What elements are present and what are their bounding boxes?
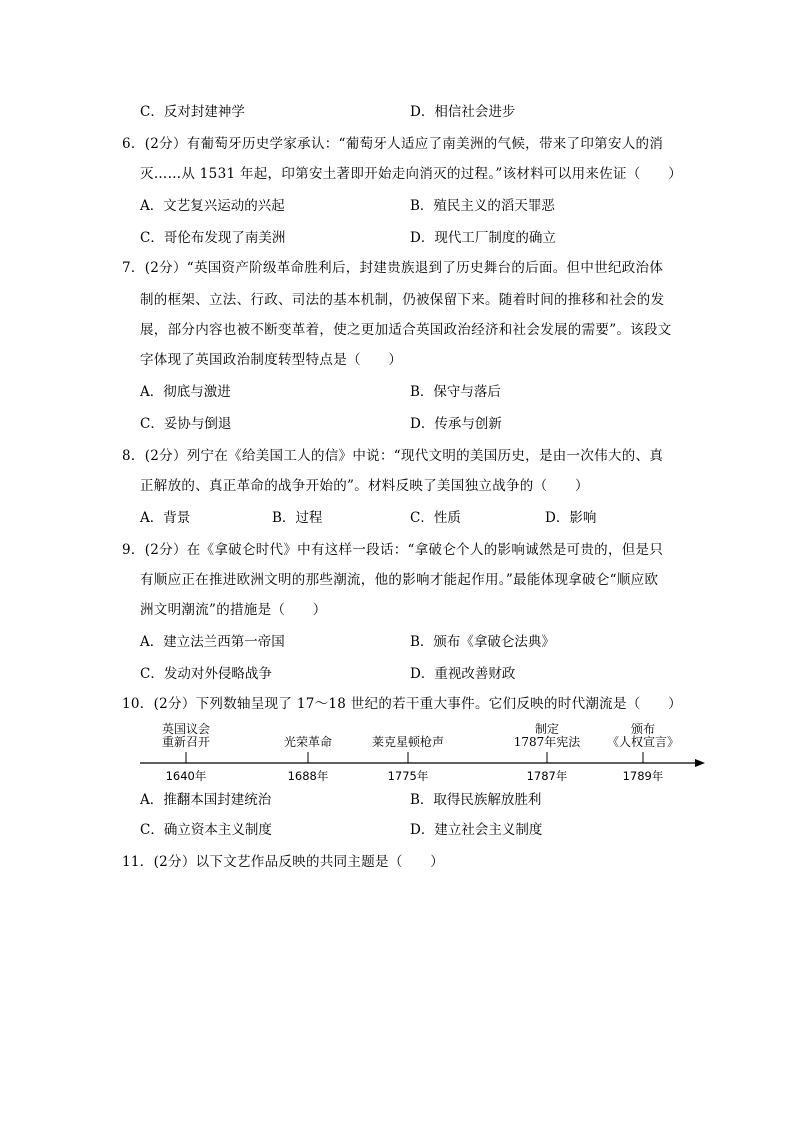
q7-stem-line-2: 制的框架、立法、行政、司法的基本机制，仍被保留下来。随着时间的推移和社会的发: [140, 292, 665, 308]
q7-option-d: D．传承与创新: [410, 416, 502, 432]
q9-option-b: B．颁布《拿破仑法典》: [410, 634, 555, 650]
q10-option-a: A．推翻本国封建统治: [140, 792, 272, 808]
q9-option-d: D．重视改善财政: [410, 666, 516, 682]
timeline-event-label: 莱克星顿枪声: [371, 735, 445, 749]
timeline-year-label: 1789年: [622, 769, 664, 783]
q6-option-d: D．现代工厂制度的确立: [410, 230, 556, 246]
q5-option-c: C．反对封建神学: [140, 104, 245, 120]
timeline-event-label: 颁布: [630, 722, 656, 736]
timeline-year-label: 1688年: [287, 769, 329, 783]
timeline-event-label: 1787年宪法: [513, 735, 581, 749]
q6-option-a: A．文艺复兴运动的兴起: [140, 198, 285, 214]
q10-option-b: B．取得民族解放胜利: [410, 792, 542, 808]
q8-stem-line-1: 8．(2分）列宁在《给美国工人的信》中说：“现代文明的美国历史，是由一次伟大的、真: [122, 448, 664, 464]
q7-option-c: C．妥协与倒退: [140, 416, 232, 432]
timeline-year-label: 1640年: [165, 769, 207, 783]
q10-stem-line-1: 10．(2分）下列数轴呈现了 17～18 世纪的若干重大事件。它们反映的时代潮流是（ ）: [122, 696, 682, 712]
q5-option-d: D．相信社会进步: [410, 104, 516, 120]
q8-option-b: B．过程: [272, 510, 323, 526]
q9-stem-line-3: 洲文明潮流”的措施是（ ）: [140, 602, 327, 618]
timeline-event-label: 《人权宣言》: [606, 735, 680, 749]
q10-option-c: C．确立资本主义制度: [140, 822, 272, 838]
q6-option-c: C．哥伦布发现了南美洲: [140, 230, 286, 246]
timeline-year-label: 1775年: [387, 769, 429, 783]
timeline-year-label: 1787年: [526, 769, 568, 783]
q8-stem-line-2: 正解放的、真正革命的战争开始的”。材料反映了美国独立战争的（ ）: [140, 478, 589, 494]
timeline-event-label: 重新召开: [161, 735, 211, 749]
q7-option-b: B．保守与落后: [410, 384, 501, 400]
q7-stem-line-3: 展，部分内容也被不断变革着，使之更加适合英国政治经济和社会发展的需要”。该段文: [140, 322, 672, 338]
timeline-arrow-icon: [695, 759, 705, 767]
q9-stem-line-2: 有顺应正在推进欧洲文明的那些潮流，他的影响才能起作用。”最能体现拿破仑“顺应欧: [140, 572, 659, 588]
q6-stem-line-1: 6．(2分）有葡萄牙历史学家承认：“葡萄牙人适应了南美洲的气候，带来了印第安人的消: [122, 136, 664, 152]
q11-stem-line-1: 11．(2分）以下文艺作品反映的共同主题是（ ）: [122, 854, 445, 870]
q6-stem-line-2: 灭……从 1531 年起，印第安土著即开始走向消灭的过程。”该材料可以用来佐证（ ）: [140, 166, 682, 182]
q7-stem-line-1: 7．(2分）“英国资产阶级革命胜利后，封建贵族退到了历史舞台的后面。但中世纪政治体: [122, 260, 664, 276]
q7-stem-line-4: 字体现了英国政治制度转型特点是（ ）: [140, 352, 403, 368]
timeline-event-label: 制定: [534, 722, 560, 736]
q8-option-d: D．影响: [545, 510, 597, 526]
timeline-event-label: 光荣革命: [283, 735, 333, 749]
q9-stem-line-1: 9．(2分）在《拿破仑时代》中有这样一段话：“拿破仑个人的影响诚然是可贵的，但是只: [122, 542, 664, 558]
timeline-event-label: 英国议会: [161, 722, 211, 736]
q6-option-b: B．殖民主义的滔天罪恶: [410, 198, 555, 214]
q8-option-c: C．性质: [410, 510, 461, 526]
timeline-events: [162, 721, 679, 783]
q7-option-a: A．彻底与激进: [140, 384, 231, 400]
q9-option-a: A．建立法兰西第一帝国: [140, 634, 285, 650]
q8-option-a: A．背景: [140, 510, 191, 526]
q9-option-c: C．发动对外侵略战争: [140, 666, 272, 682]
q10-option-d: D．建立社会主义制度: [410, 822, 543, 838]
